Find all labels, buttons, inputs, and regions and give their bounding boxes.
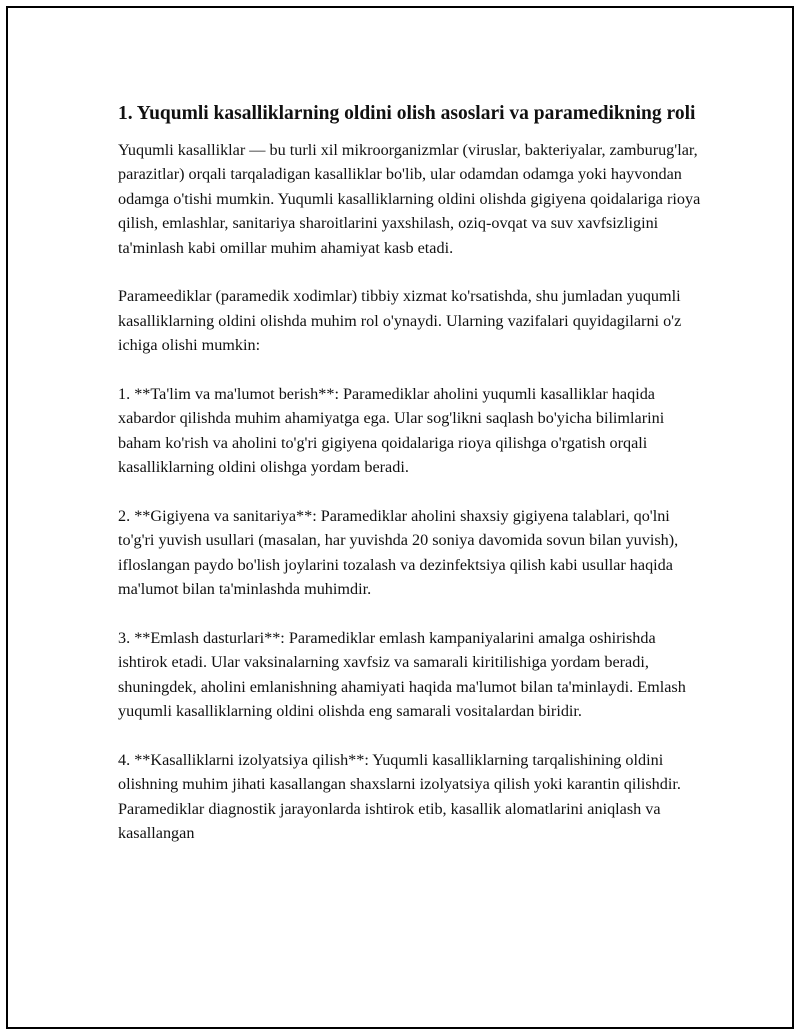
- document-page: [6, 6, 794, 1029]
- document-title: 1. Yuqumli kasalliklarning oldini olish asoslari va paramedikning roli: [118, 103, 696, 124]
- paragraph-paramedic-role: Parameediklar (paramedik xodimlar) tibbiy xizmat ko'rsatishda, shu jumladan yuqumli kasalliklarning oldini olishda muhim rol o'ynaydi. Ularning vazifalari quyidagilarni o'z ichiga olishi mumkin:: [118, 287, 682, 355]
- paragraph-intro: Yuqumli kasalliklar — bu turli xil mikroorganizmlar (viruslar, bakteriyalar, zamburug'lar, parazitlar) orqali tarqaladigan kasalliklar bo'lib, ular odamdan odamga yoki hayvondan odamga o'tishi mumkin. Yuqumli kasalliklarning oldini olishda gigiyena qoidalariga rioya qilish, emlashlar, sanitariya sharoitlarini yaxshilash, oziq-ovqat va suv xavfsizligini ta'minlash kabi omillar muhim ahamiyat kasb etadi.: [118, 141, 701, 257]
- paragraph-item-vaccination: 3. **Emlash dasturlari**: Paramediklar emlash kampaniyalarini amalga oshirishda ishtirok etadi. Ular vaksinalarning xavfsiz va samarali kiritilishiga yordam beradi, shuningdek, aholini emlanishning ahamiyati haqida ma'lumot bilan ta'minlaydi. Emlash yuqumli kasalliklarning oldini olishda eng samarali vositalardan biridir.: [118, 629, 686, 721]
- paragraph-item-isolation: 4. **Kasalliklarni izolyatsiya qilish**: Yuqumli kasalliklarning tarqalishining oldini olishning muhim jihati kasallangan shaxslarni izolyatsiya qilish yoki karantin qilishdir. Paramediklar diagnostik jarayonlarda ishtirok etib, kasallik alomatlarini aniqlash va kasallangan: [118, 751, 681, 843]
- paragraph-item-education: 1. **Ta'lim va ma'lumot berish**: Paramediklar aholini yuqumli kasalliklar haqida xabardor qilishda muhim ahamiyatga ega. Ular sog'likni saqlash bo'yicha bilimlarini baham ko'rish va aholini to'g'ri gigiyena qoidalariga rioya qilishga o'rgatish orqali kasalliklarning oldini olishga yordam beradi.: [118, 385, 665, 477]
- document-body: [118, 100, 708, 846]
- paragraph-item-hygiene: 2. **Gigiyena va sanitariya**: Paramediklar aholini shaxsiy gigiyena talablari, qo'lni to'g'ri yuvish usullari (masalan, har yuvishda 20 soniya davomida sovun bilan yuvish), ifloslangan paydo bo'lish joylarini tozalash va dezinfektsiya qilish kabi usullar haqida ma'lumot bilan ta'minlashda muhimdir.: [118, 507, 679, 599]
